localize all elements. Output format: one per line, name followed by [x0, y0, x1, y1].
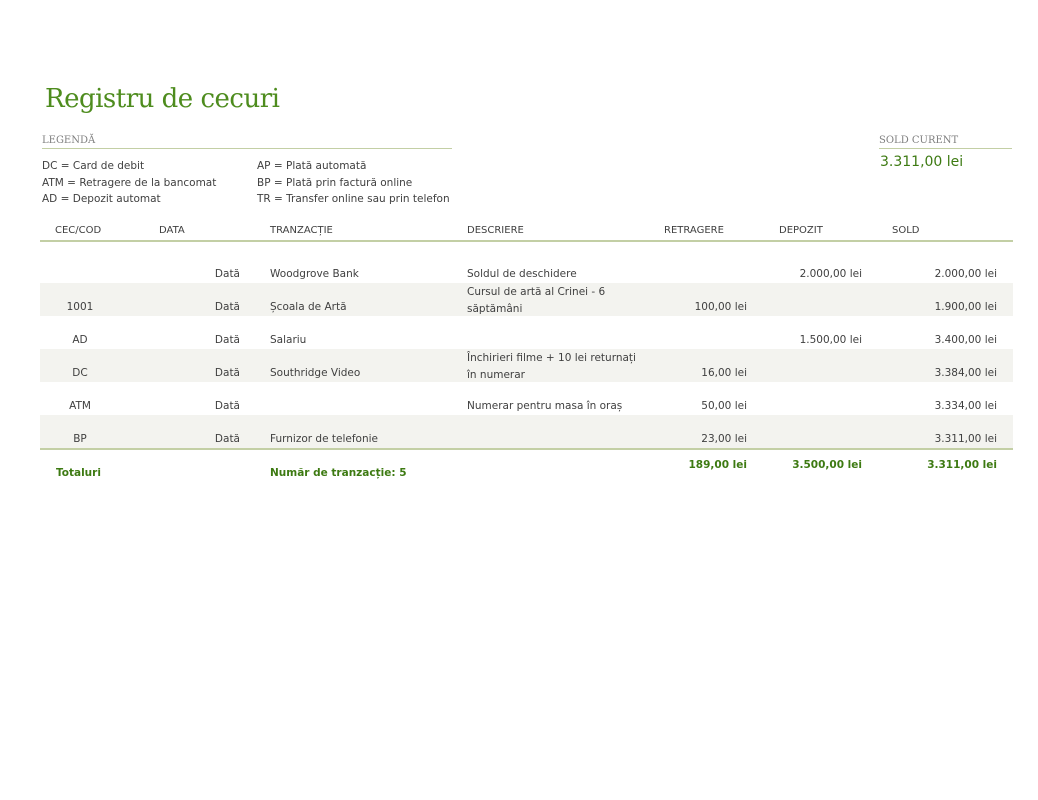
cell-data: Dată: [214, 334, 240, 346]
balance-value: 3.311,00 lei: [880, 154, 964, 170]
transaction-count: Număr de tranzacție: 5: [270, 467, 407, 479]
column-header-tranzactie: TRANZACȚIE: [270, 225, 333, 236]
page-title: Registru de cecuri: [45, 84, 280, 114]
table-body: [40, 250, 1013, 448]
legend-heading: LEGENDĂ: [42, 135, 452, 149]
cell-depozit: 1.500,00 lei: [799, 334, 862, 346]
totals-row: [40, 450, 1013, 484]
cell-tranzactie: Furnizor de telefonie: [270, 433, 378, 445]
cell-data: Dată: [214, 400, 240, 412]
cell-data: Dată: [214, 268, 240, 280]
cell-tranzactie: Școala de Artă: [270, 301, 347, 313]
table-row[interactable]: [40, 250, 1013, 283]
cell-retragere: 23,00 lei: [701, 433, 747, 445]
column-header-data: DATA: [159, 225, 185, 236]
total-retragere: 189,00 lei: [688, 459, 747, 471]
legend-column-1: [42, 158, 216, 208]
cell-data: Dată: [214, 433, 240, 445]
balance-heading: SOLD CURENT: [879, 135, 1012, 149]
legend-item: AP = Plată automată: [257, 160, 367, 172]
check-register-table: [40, 224, 1013, 484]
cell-depozit: 2.000,00 lei: [799, 268, 862, 280]
cell-cec: AD: [72, 334, 88, 346]
cell-descriere: Închirieri filme + 10 lei returnați în numerar: [467, 352, 636, 381]
column-header-retragere: RETRAGERE: [664, 225, 724, 236]
cell-cec: ATM: [69, 400, 91, 412]
cell-sold: 3.334,00 lei: [934, 400, 997, 412]
table-row[interactable]: [40, 316, 1013, 349]
legend-item: DC = Card de debit: [42, 160, 145, 172]
total-sold: 3.311,00 lei: [927, 459, 997, 471]
table-header: [40, 224, 1013, 242]
cell-descriere: Cursul de artă al Crinei - 6 săptămâni: [467, 286, 606, 315]
cell-descriere: Soldul de deschidere: [467, 268, 577, 280]
total-depozit: 3.500,00 lei: [792, 459, 862, 471]
cell-sold: 3.400,00 lei: [934, 334, 997, 346]
table-row[interactable]: [40, 382, 1013, 415]
cell-tranzactie: Salariu: [270, 334, 307, 346]
cell-cec: BP: [73, 433, 87, 445]
column-header-descriere: DESCRIERE: [467, 225, 524, 236]
legend-item: AD = Depozit automat: [42, 193, 161, 205]
cell-cec: DC: [72, 367, 88, 379]
cell-sold: 2.000,00 lei: [934, 268, 997, 280]
cell-sold: 3.311,00 lei: [934, 433, 997, 445]
cell-data: Dată: [214, 367, 240, 379]
legend-item: ATM = Retragere de la bancomat: [42, 176, 217, 189]
table-row[interactable]: [40, 349, 1013, 382]
cell-descriere: Numerar pentru masa în oraș: [467, 400, 623, 412]
cell-tranzactie: Southridge Video: [270, 367, 361, 379]
column-header-depozit: DEPOZIT: [779, 225, 823, 236]
cell-retragere: 100,00 lei: [694, 301, 747, 313]
column-header-cec: CEC/COD: [55, 225, 102, 236]
legend-column-2: [257, 158, 450, 208]
cell-tranzactie: Woodgrove Bank: [270, 268, 359, 280]
cell-retragere: 16,00 lei: [701, 367, 747, 379]
cell-retragere: 50,00 lei: [701, 400, 747, 412]
legend-item: TR = Transfer online sau prin telefon: [257, 193, 450, 205]
cell-sold: 1.900,00 lei: [934, 301, 997, 313]
totals-label: Totaluri: [56, 467, 101, 479]
cell-sold: 3.384,00 lei: [934, 367, 997, 379]
cell-cec: 1001: [66, 301, 94, 313]
table-row[interactable]: [40, 283, 1013, 316]
column-header-sold: SOLD: [892, 225, 920, 236]
table-row[interactable]: [40, 415, 1013, 448]
legend-item: BP = Plată prin factură online: [257, 176, 413, 189]
cell-data: Dată: [214, 301, 240, 313]
